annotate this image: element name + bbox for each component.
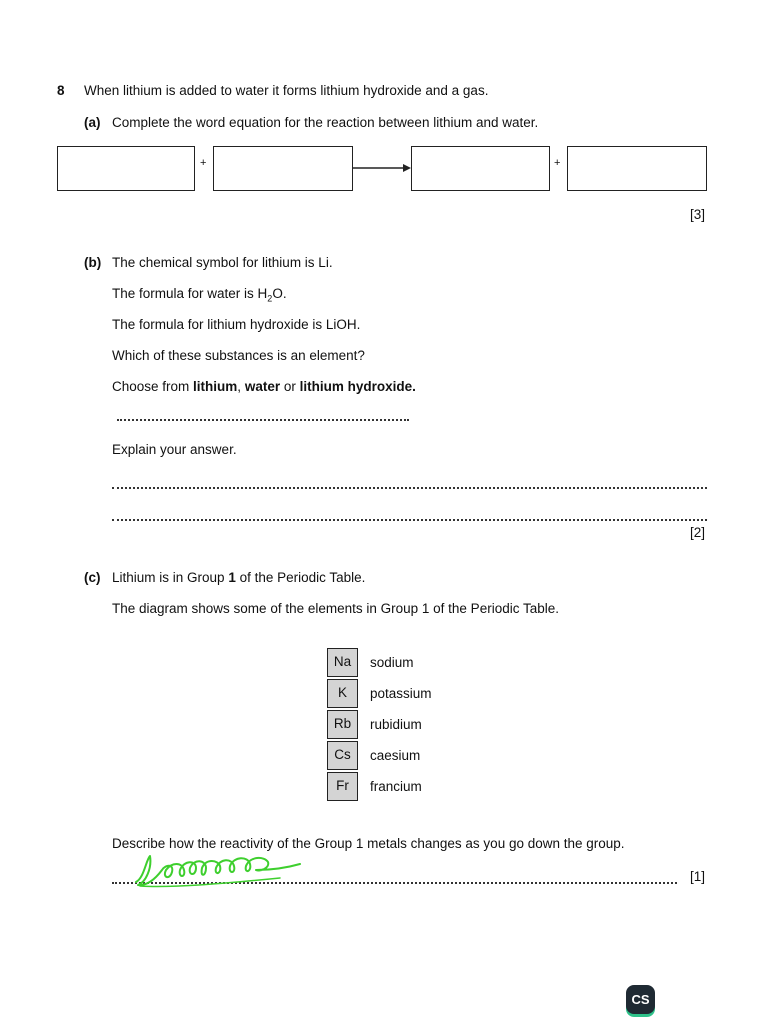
choice-lithium-hydroxide: lithium hydroxide.: [299, 379, 416, 394]
element-name-caesium: caesium: [370, 748, 421, 763]
cs-logo-text: CS: [631, 992, 650, 1007]
choice-water: water: [244, 379, 281, 394]
group-number: 1: [228, 570, 236, 585]
part-b-line-2: [112, 286, 287, 307]
element-cell-cs: Cs: [327, 741, 358, 770]
explain-answer-line-1[interactable]: [112, 487, 707, 489]
choice-separator-2: or: [280, 379, 300, 394]
group-text-suffix: of the Periodic Table.: [235, 570, 366, 585]
plus-sign-2: +: [554, 157, 561, 169]
equation-box-reactant-2[interactable]: [213, 146, 353, 191]
element-cell-k: K: [327, 679, 358, 708]
part-c-label: (c): [84, 570, 101, 585]
element-cell-rb: Rb: [327, 710, 358, 739]
question-number: 8: [57, 83, 65, 98]
choice-lithium: lithium: [193, 379, 238, 394]
element-cell-na: Na: [327, 648, 358, 677]
part-c-line-1: [112, 570, 365, 586]
equation-box-reactant-1[interactable]: [57, 146, 195, 191]
cs-logo: [626, 985, 655, 1014]
element-name-rubidium: rubidium: [370, 717, 422, 732]
part-b-line-4: Which of these substances is an element?: [112, 348, 365, 363]
question-intro: When lithium is added to water it forms lithium hydroxide and a gas.: [84, 83, 489, 98]
water-formula-prefix: The formula for water is H: [112, 286, 268, 301]
group-text-prefix: Lithium is in Group: [112, 570, 229, 585]
part-c-marks: [1]: [690, 869, 706, 884]
water-formula-subscript: 2: [267, 293, 273, 304]
choice-separator-1: ,: [237, 379, 245, 394]
element-name-potassium: potassium: [370, 686, 432, 701]
element-name-francium: francium: [370, 779, 422, 794]
equation-box-product-2[interactable]: [567, 146, 707, 191]
reaction-arrow-icon: [353, 162, 411, 174]
part-a-label: (a): [84, 115, 101, 130]
handwritten-scribble: [130, 848, 320, 890]
part-b-line-1: The chemical symbol for lithium is Li.: [112, 255, 333, 270]
part-c-line-2: The diagram shows some of the elements in Group 1 of the Periodic Table.: [112, 601, 559, 616]
element-answer-line[interactable]: [117, 419, 409, 421]
part-b-explain: Explain your answer.: [112, 442, 237, 457]
part-b-choose: [112, 379, 416, 395]
part-a-text: Complete the word equation for the reaction between lithium and water.: [112, 115, 539, 130]
water-formula-suffix: O.: [272, 286, 287, 301]
plus-sign-1: +: [200, 157, 207, 169]
part-c-describe: Describe how the reactivity of the Group 1 metals changes as you go down the group.: [112, 836, 625, 851]
part-b-label: (b): [84, 255, 102, 270]
element-cell-fr: Fr: [327, 772, 358, 801]
part-a-marks: [3]: [690, 207, 706, 222]
choose-prefix: Choose from: [112, 379, 194, 394]
element-name-sodium: sodium: [370, 655, 414, 670]
equation-box-product-1[interactable]: [411, 146, 550, 191]
part-b-marks: [2]: [690, 525, 706, 540]
part-b-line-3: The formula for lithium hydroxide is LiOH.: [112, 317, 361, 332]
explain-answer-line-2[interactable]: [112, 519, 707, 521]
